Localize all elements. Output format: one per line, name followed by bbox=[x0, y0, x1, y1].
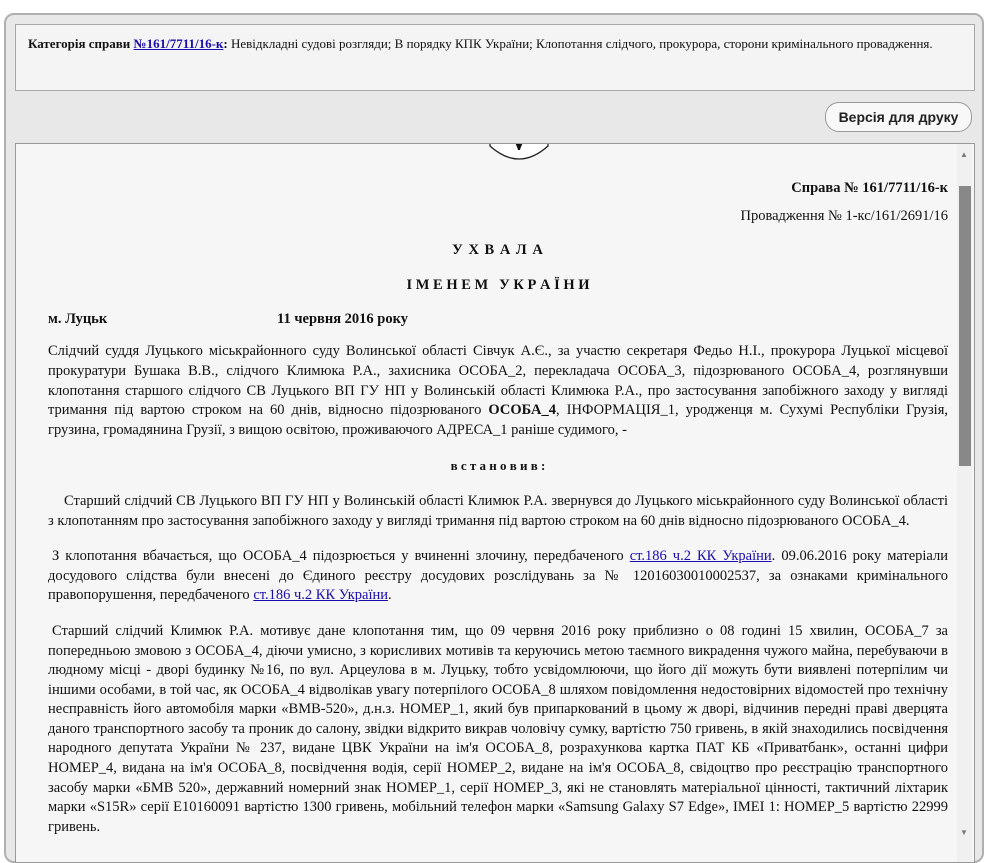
place-date-row bbox=[48, 310, 948, 330]
established-heading: в с т а н о в и в : bbox=[450, 458, 546, 474]
scrollbar-thumb[interactable] bbox=[959, 186, 971, 466]
document-subtitle: І М Е Н Е М У К Р А Ї Н И bbox=[406, 276, 590, 293]
p2-text: З клопотання вбачається, що ОСОБА_4 підозрюється у вчиненні злочину, передбаченого bbox=[52, 548, 630, 565]
category-box bbox=[15, 24, 975, 91]
city: м. Луцьк bbox=[48, 311, 108, 328]
p2-text-cont: . 09.06.2016 року матеріали досудового слідства були внесені до Єдиного реєстру досудових розслідувань за № 12016030010002537, за ознаками кримінального правопорушення, передбаченого bbox=[48, 548, 948, 604]
category-text: Невідкладні судові розгляди; В порядку КПК України; Клопотання слідчого, прокурора, сторони кримінального провадження. bbox=[227, 36, 933, 51]
main-panel bbox=[4, 13, 984, 863]
case-number-link[interactable]: №161/7711/16-к bbox=[133, 36, 224, 51]
scrollbar[interactable] bbox=[957, 144, 972, 862]
scroll-down-icon[interactable]: ▼ bbox=[960, 828, 968, 837]
document-content bbox=[48, 144, 948, 837]
category-label: Категорія справи bbox=[28, 36, 131, 51]
scroll-up-icon[interactable]: ▲ bbox=[960, 150, 968, 159]
date: 11 червня 2016 року bbox=[277, 311, 408, 328]
paragraph-3: Старший слідчий Климюк Р.А. мотивує дане клопотання тим, що 09 червня 2016 року приблизно о 08 годині 15 хвилин, ОСОБА_7 за попередньою змовою з ОСОБА_4, діючи умисно, з корисливих мотивів та керуючись метою таємного викрадення чужого майна, перебуваючи в людному місці - дворі будинку №16, по вул. Арцеулова в м. Луцьку, тобто усвідомлюючи, що його дії можуть бути виявлені потерпілим чи іншими особами, в той час, як ОСОБА_4 відволікав увагу потерпілого ОСОБА_8 шляхом повідомлення недостовірних відомостей про технічну несправність його автомобіля марки «BMB-520», д.н.з. НОМЕР_1, який був припаркований в цьому ж дворі, відчинив передні праві дверцята даного транспортного засобу та проник до салону, звідки відкрито викрав чоловічу сумку, вартістю 750 гривень, в якій знаходились посвідчення народного депутата України № 237, видане ЦВК України на ім'я ОСОБА_8, розрахункова картка ПАТ КБ «Приватбанк», останні цифри НОМЕР_4, видана на ім'я ОСОБА_8, посвідчення водія, серії НОМЕР_2, видане на ім'я ОСОБА_8, свідоцтво про реєстрацію транспортного засобу марки «БМВ 520», державний номерний знак НОМЕР_1, серії НОМЕР_3, які не становлять матеріальної цінності, тактичний ліхтарик марки «S15R» серії Е10160091 вартістю 1300 гривень, мобільний телефон марки «Samsung Galaxy S7 Edge», IMEI 1: НОМЕР_5 вартістю 22999 гривень. bbox=[48, 622, 948, 835]
case-number: Справа № 161/7711/16-к bbox=[791, 180, 948, 196]
p2-end: . bbox=[388, 587, 392, 604]
intro-text-cont: , ІНФОРМАЦІЯ_1, уродженця м. Сухумі Республіки Грузія, грузина, громадянина Грузії, з вищою освітою, проживаючого АДРЕСА_1 раніше судимого, - bbox=[48, 402, 948, 438]
intro-text: Слідчий суддя Луцького міськрайонного суду Волинської області Сівчук А.Є., за участю секретаря Федьо Н.І., прокурора Луцької місцевої прокуратури Бушака В.В., слідчого Климюка Р.А., захисника ОСОБА_2, перекладача ОСОБА_3, підозрюваного ОСОБА_4, розглянувши клопотання старшого слідчого СВ Луцького ВП ГУ НП у Волинській області Климюка Р.А., про застосування запобіжного заходу у вигляді тримання під вартою строком на 60 днів, відносно підозрюваного bbox=[48, 343, 948, 419]
coat-of-arms-icon bbox=[488, 143, 550, 162]
article-link[interactable]: ст.186 ч.2 КК України bbox=[629, 548, 772, 565]
article-link[interactable]: ст.186 ч.2 КК України bbox=[253, 587, 389, 604]
paragraph-2 bbox=[48, 547, 948, 606]
intro-paragraph bbox=[48, 342, 948, 440]
document-title: У Х В А Л А bbox=[452, 242, 544, 259]
document-frame bbox=[15, 143, 975, 863]
paragraph-1: Старший слідчий СВ Луцького ВП ГУ НП у Волинській області Климюк Р.А. звернувся до Луцького міськрайонного суду Волинської області з клопотанням про застосування запобіжного заходу у вигляді тримання під вартою строком на 60 днів відносно підозрюваного ОСОБА_4. bbox=[48, 492, 948, 529]
colon: : bbox=[223, 36, 228, 51]
suspect-name: ОСОБА_4 bbox=[488, 402, 556, 419]
print-version-button[interactable]: Версія для друку bbox=[825, 102, 972, 132]
proceeding-number: Провадження № 1-кс/161/2691/16 bbox=[740, 207, 948, 224]
